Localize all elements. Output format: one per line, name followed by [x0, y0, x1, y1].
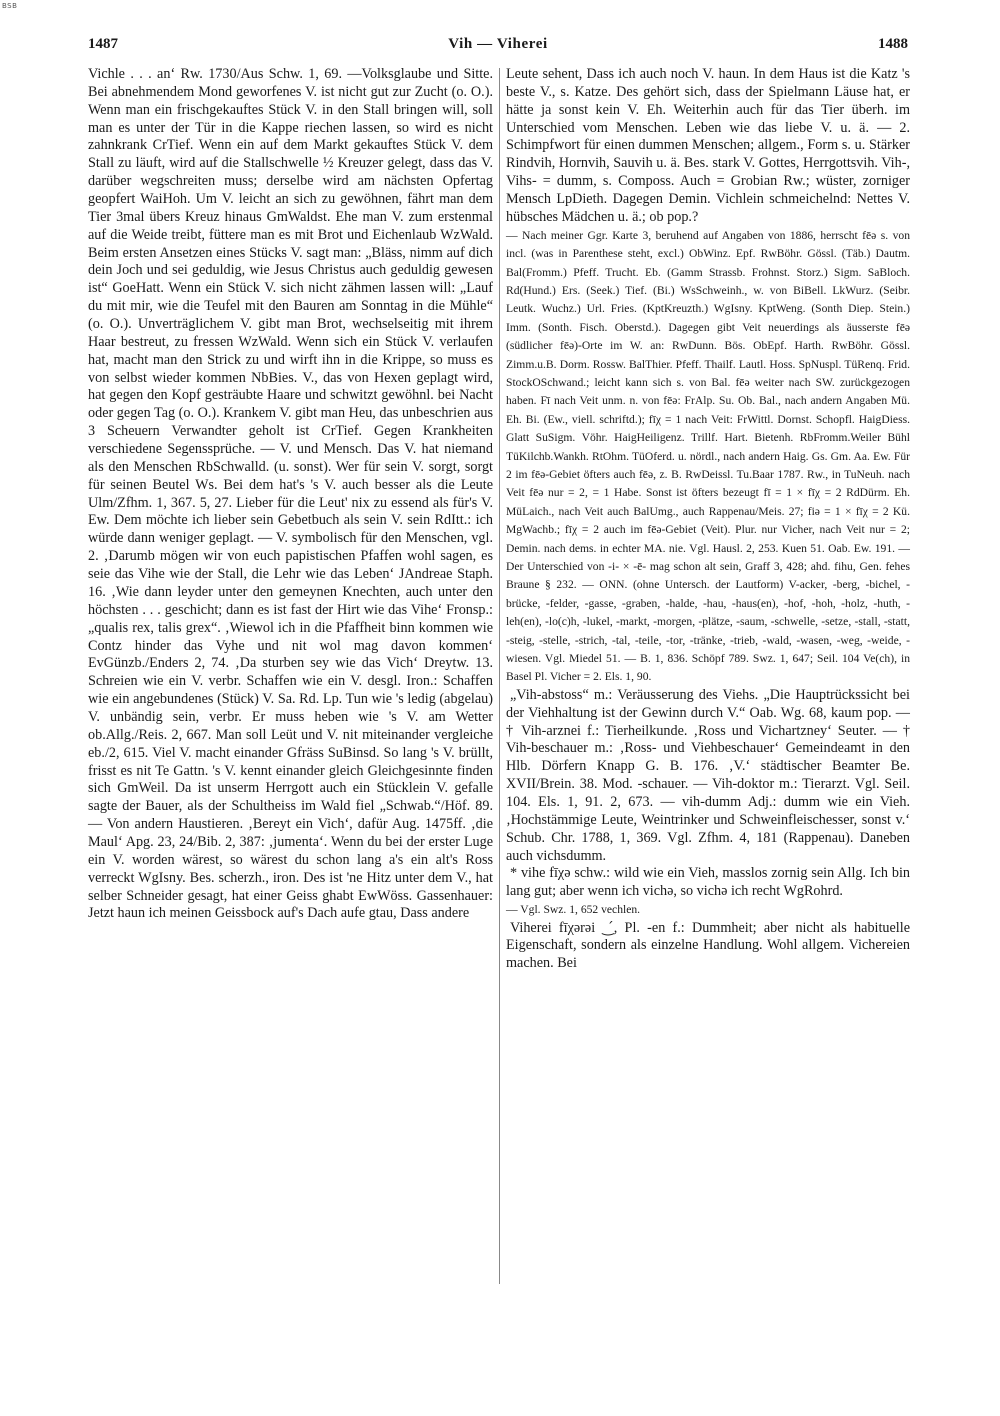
left-column — [88, 66, 493, 923]
column-divider — [499, 68, 500, 1284]
right-paragraph-1: Leute sehent, Dass ich auch noch V. haun. In dem Haus ist die Katz 's beste V., s. Katze. Des gehört sich, dass der Spielmann Läuse hat, er hätte ja sonst kein V. Eh. Weiterhin auch für das Tier überh. im Unterschied vom Menschen. Leben wie das liebe V. u. ä. — 2. Schimpfwort für einen dummen Menschen; allgem., Form s. u. Stärker Rindvih, Hornvih, Sauvih u. ä. Bes. stark V. Gottes, Herrgottsvih. Vih-, Vihs- = dumm, s. Composs. Auch = Grobian Rw.; wüster, zorniger Mensch LpDieth. Dagegen Demin. Vichlein schmeichelnd: Nettes V. hübsches Mädchen u. ä.; ob pop.? — [506, 66, 910, 225]
entry-viherei: Viherei fīχərəi ‿́, Pl. -en f.: Dummheit; aber nicht als habituelle Eigenschaft, sondern als einzelne Handlung. Wohl allgem. Vichereien machen. Bei — [506, 919, 910, 972]
entry-vihe-notes: — Vgl. Swz. 1, 652 vechlen. — [506, 903, 641, 917]
running-title: Vih — Viherei — [448, 36, 548, 52]
page-number-right: 1488 — [878, 36, 908, 52]
left-column-text: Vichle . . . an‘ Rw. 1730/Aus Schw. 1, 69. —Volksglaube und Sitte. Bei abnehmendem Mond geworfenes V. ist nicht gut zur Zucht (o. O.). Wenn man ein frischgekauftes Stück V. in den Stall bringen will, soll man es unter der Tür in die Kappe riechen lassen, so wird es nicht zahnkrank CrTief. Wenn ein auf dem Markt gekauftes Stück V. dem Stall zu läuft, wird auf die Stallschwelle ½ Kreuzer gelegt, dass das V. darüber wegschreiten muss; derselbe wird am nächsten Opfertag geopfert WaiHoh. Um V. leicht an sich zu gewöhnen, fährt man dem Tier 3mal übers Kreuz hinaus GmWaldst. Ehe man V. zum erstenmal auf die Weide treibt, füttere man es mit Brot und Eichenlaub WzWald. Beim ersten Ansetzen eines Stücks V. sagt man: „Bläss, nimm auf dich dein Joch und sei geduldig, wie Jesus Christus auch geduldig gewesen ist“ GoeHatt. Wenn ein Stück V. sich nicht zähmen lassen will: „Lauf du mit mir, wie die Teufel mit den Bauren am Sonntag in die Mühle“ (o. O.). Unverträglichem V. gibt man Brot, wechselseitig mit ihrem Haar bestreut, zu fressen WzWald. Wenn sich ein Stück V. verlaufen hat, macht man den Strick zu und wirft ihn in die Krippe, so muss es von selbst wieder kommen NbBies. V., das von Hexen geplagt wird, hat gegen den Kopf gesträubte Haare und schwitzt gewöhnl. bei Nacht oder gegen Tag (o. O.). Krankem V. gibt man Heu, das unbeschrien aus 3 Scheuern Verwandter geholt ist CrTief. Gegen Krankheiten verschiedene Segenssprüche. — V. und Mensch. Das V. hat niemand als den Menschen RbSchwalld. (u. sonst). Wer für sein V. sorgt, sorgt für seinen Beutel Ws. Bei dem hat's 's V. auch besser als die Leute Ulm/Zfhm. 1, 367. 5, 27. Lieber für die Leut' nix zu essend als für's V. Ew. Dem möchte ich lieber sein Gebetbuch als sein V. sein RdItt.: ich würde dann weniger geplagt. — V. symbolisch für den Menschen, vgl. 2. ‚Darumb mögen wir von euch papistischen Pfaffen wohl sagen, es seie das Vihe wie der Stall, die Lehr wie das Leben‘ JAndreae Staph. 16. ‚Wie dann leyder unter den gemeynen Knechten, auch unter den höchsten . . . geschicht; dann es ist fast der Hirt wie das Vihe‘ Fronsp.: „qualis rex, talis grex“. ‚Wiewol ich in die Pfaffheit binn kommen wie Contz hinder das Vyhe und nit wol mag davon kommen‘ EvGünzb./Enders 2, 74. ‚Da sturben sey wie das Vich‘ Dreytw. 13. Schreien wie ein V. verbr. Schaffen wie ein V. desgl. Iron.: Schaffen wie ein angebundenes (Stück) V. Sa. Rd. Lp. Tun wie 's ledig (abgelau) V. unbändig sein, verbr. Er muss heben wie 's V. am Wetter ob.Allg./Reis. 2, 667. Man soll Leüt und V. nit miteinander vergleiche eb./2, 615. Viel V. macht einander Gfräss SuBinsd. So lang 's V. brüllt, frisst es nit Te Gattn. 's V. kennt einander gleich Gleichgesinnte finden sich GmWeil. Da ist unserm Herrgott auch ein Stücklein V. gefalle sagte der Bauer, als der Schultheiss im Wald fiel „Schwab.“/Höf. 89. — Von andern Haustieren. ‚Bereyt ein Vich‘, dafür Aug. 1475ff. ‚die Maul‘ Apg. 23, 24/Bib. 2, 387: ‚jumenta‘. Wenn du bei der erster Luge ein V. worden wärest, so wärest du schon lang a's ein alt's Ross verreckt WgIsny. Bes. scherzh., iron. Des ist 'ne Hitz unter dem V., hat selber Schneider gesagt, hat einer Geiss ghabt EwWöss. Gassenhauer: Jetzt haun ich meinen Geissbock auf's Dach aufe gtau, Dass andere — [88, 66, 493, 922]
entry-vihe: * vihe fīχə schw.: wild wie ein Vieh, masslos zornig sein Allg. Ich bin lang gut; aber wenn ich vichə, so vichə ich recht WgRohrd. — [506, 865, 910, 900]
page-header — [88, 36, 908, 60]
library-stamp: BSB — [2, 2, 18, 10]
page-number-left: 1487 — [88, 36, 118, 52]
entry-vih-abstoss: „Vih-abstoss“ m.: Veräusserung des Viehs. „Die Hauptrückssicht bei der Viehhaltung ist der Gewinn durch V.“ Oab. Wg. 68, kaum pop. — † Vih-arznei f.: Tierheilkunde. ‚Ross und Vichartzney‘ Seuter. — † Vih-beschauer m.: ‚Ross- und Viehbeschauer‘ Gemeindeamt in den Hlb. Dörfern Knapp G. B. 176. ‚V.‘ städtischer Beamter Be. XVII/Brein. 38. Mod. -schauer. — Vih-doktor m.: Tierarzt. Vgl. Seil. 104. Els. 1, 91. 2, 673. — vih-dumm Adj.: dumm wie ein Vieh. ‚Hochstämmige Leute, Weintrinker und Schweinfleischesser, sonst v.‘ Schub. Chr. 1788, 1, 369. Vgl. Zfhm. 4, 181 (Rappenau). Daneben auch vichsdumm. — [506, 686, 910, 864]
right-column — [506, 66, 910, 973]
right-paragraph-1-notes: — Nach meiner Ggr. Karte 3, beruhend auf Angaben von 1886, herrscht fēə s. von incl. (was in Parenthese steht, excl.) ObWinz. Epf. RwBöhr. Gössl. (Täb.) Dautm. Bal(Fromm.) Pfeff. Trucht. Eb. (Gamm Strassb. Frohnst. Storz.) Sigm. SaBloch. Rd(Hund.) Ers. (Seek.) Tief. (Bi.) WsSchweinh., w. von BiBell. LkWurz. (Seibr. Leutk. Wuchz.) Url. Fries. (KptKreuzth.) WgIsny. KptWeng. (Sonth Diep. Stein.) Imm. (Sonth. Fisch. Oberstd.). Dagegen gibt Veit neuerdings als äusserste fēə (südlicher fēə)-Orte im W. an: RwDunn. Bös. ObEpf. Harth. RwBöhr. Gössl. Zimm.u.B. Dorm. Rossw. BalThier. Pfeff. Thailf. Lautl. Hoss. SpNuspl. TüRenq. Frid. StockOSchwand.; leicht kann sich s. von Bal. fēə weiter nach SW. zurückgezogen haben. Fī nach Veit unm. n. von fēə: FrAlp. Su. Ob. Bal., nach andern Angaben Mü. Eh. Bi. (Ew., viell. schriftd.); fīχ = 1 nach Veit: FrWittl. Dornst. Schopfl. HaigDiess. Glatt SuSigm. Vöhr. HaigHeiligenz. Trillf. Hart. Bietenh. RbFromm.Weiler Bühl TüKilchb.Wankh. RtOhm. TüOferd. u. nördl., nach andern Haig. Gs. Gm. Aa. Ew. Für 2 im fēə-Gebiet öfters auch fēə, z. B. RwDeissl. Tu.Baar 1787. Rw., in TuNeuh. nach Veit fēə nur = 2, = 1 Habe. Sonst ist öfters bezeugt fī = 1 × fīχ = 2 RdDürm. Eh. MüLaich., nach Veit auch BalUmg., auch Rappenau/Meis. 27; fiə = 1 × fīχ = 2 Kü. MgWachb.; fīχ = 2 auch im fēə-Gebiet (Veit). Plur. nur Vicher, nach Veit nur = 2; Demin. nach dems. in echter MA. nie. Vgl. Hausl. 2, 253. Kuen 51. Oab. Ew. 191. — Der Unterschied von -i- × -ē- mag schon alt sein, Graff 3, 428; ahd. fihu, Gen. fehes Braune § 232. — ONN. (ohne Untersch. der Lautform) V-acker, -berg, -bichel, -brücke, -felder, -gasse, -graben, -halde, -hau, -haus(en), -hof, -hoh, -holz, -huth, -leh(en), -lo(c)h, -lukel, -markt, -morgen, -plätze, -saum, -schwelle, -setze, -stall, -statt, -steig, -stelle, -strich, -tal, -teile, -tor, -tränke, -trieb, -wald, -wasen, -weg, -weide, -wiesen. Vgl. Miedel 51. — B. 1, 836. Schöpf 789. Swz. 1, 647; Seil. 104 Ve(ch), in Basel Pl. Vicher = 2. Els. 1, 90. — [506, 228, 910, 684]
